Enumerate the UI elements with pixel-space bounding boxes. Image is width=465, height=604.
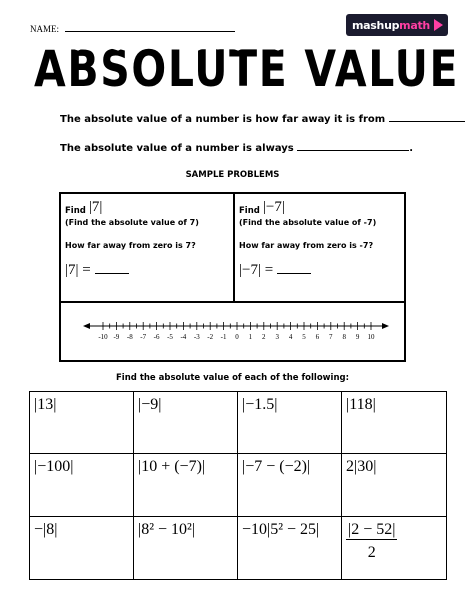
number-line-label: 9	[355, 333, 360, 341]
question-text: How far away from zero is -7?	[239, 241, 374, 250]
play-icon	[434, 19, 443, 31]
sample-problems-box	[59, 192, 406, 362]
sample-problems-heading: SAMPLE PROBLEMS	[185, 170, 280, 180]
answer-expression: |−7| =	[239, 262, 274, 278]
answer-blank[interactable]	[95, 265, 129, 274]
name-blank[interactable]	[65, 24, 235, 32]
fraction-numerator: |2 − 52|	[348, 520, 396, 538]
definition-line-2	[60, 142, 413, 154]
name-row	[30, 24, 235, 34]
fraction-denominator: 2	[367, 543, 376, 561]
answer-row	[65, 262, 229, 279]
find-expression: |−7|	[262, 199, 285, 215]
number-line-label: 3	[275, 333, 279, 341]
exercise-cell[interactable]: |10 + (−7)|	[134, 454, 238, 516]
number-line-label: -5	[167, 333, 173, 341]
exercises-heading: Find the absolute value of each of the following:	[116, 373, 349, 383]
number-line-label: -8	[126, 333, 133, 341]
question-text: How far away from zero is 7?	[65, 241, 196, 250]
exercise-cell[interactable]: |118|	[342, 392, 446, 454]
exercise-cell[interactable]: |−9|	[134, 392, 238, 454]
arrow-right-icon	[382, 323, 389, 329]
page-title: ABSOLUTE VALUE	[34, 40, 460, 98]
number-line-label: -1	[220, 333, 227, 341]
definition-2-text: The absolute value of a number is always	[60, 143, 294, 154]
number-line-label: 6	[315, 333, 320, 341]
sample-right	[235, 194, 404, 301]
number-line-label: -4	[180, 333, 187, 341]
number-line-label: 7	[329, 333, 333, 341]
number-line-label: 4	[288, 333, 293, 341]
answer-expression: |7| =	[65, 262, 91, 278]
exercise-cell[interactable]: |8² − 10²|	[134, 517, 238, 579]
number-line-label: 10	[367, 333, 375, 341]
exercise-cell-fraction[interactable]	[342, 517, 446, 579]
answer-row	[239, 262, 400, 279]
number-line-label: 0	[235, 333, 239, 341]
exercise-cell[interactable]: −10|5² − 25|	[238, 517, 342, 579]
title-wrap	[34, 38, 460, 100]
number-line-label: -7	[140, 333, 147, 341]
number-line-label: 5	[302, 333, 306, 341]
definition-2-blank[interactable]	[297, 142, 409, 151]
definition-1-text: The absolute value of a number is how far away it is from	[60, 114, 386, 125]
mashup-math-logo	[346, 14, 448, 36]
definition-1-blank[interactable]	[389, 113, 465, 122]
logo-prefix: mashup	[352, 18, 400, 32]
exercise-cell[interactable]: |−1.5|	[238, 392, 342, 454]
number-line-label: -2	[207, 333, 214, 341]
number-line-label: 1	[248, 333, 253, 341]
find-expression: |7|	[88, 199, 103, 215]
answer-blank[interactable]	[277, 265, 311, 274]
number-line-label: -6	[153, 333, 160, 341]
snow-cap-decoration	[34, 44, 434, 58]
exercise-cell[interactable]: 2|30|	[342, 454, 446, 516]
logo-suffix: math	[399, 18, 430, 32]
number-line-label: 8	[342, 333, 346, 341]
number-line	[81, 312, 391, 352]
number-line-label: 2	[262, 333, 266, 341]
exercise-grid	[29, 391, 447, 580]
definition-line-1	[60, 113, 465, 125]
find-label: Find	[239, 206, 260, 216]
exercise-cell[interactable]: |−7 − (−2)|	[238, 454, 342, 516]
number-line-label: -3	[193, 333, 200, 341]
exercise-cell[interactable]: |13|	[30, 392, 134, 454]
number-line-label: -10	[98, 333, 108, 341]
exercise-cell[interactable]: −|8|	[30, 517, 134, 579]
number-line-label: -9	[113, 333, 120, 341]
hint-text: (Find the absolute value of -7)	[239, 218, 377, 227]
fraction	[346, 521, 397, 562]
sample-left	[61, 194, 233, 301]
hint-text: (Find the absolute value of 7)	[65, 218, 199, 227]
exercise-cell[interactable]: |−100|	[30, 454, 134, 516]
arrow-left-icon	[83, 323, 90, 329]
find-row	[65, 199, 229, 216]
find-label: Find	[65, 206, 86, 216]
logo-text	[352, 19, 430, 32]
definition-2-end: .	[409, 143, 414, 154]
name-label: NAME:	[30, 24, 59, 34]
divider-horizontal	[61, 301, 404, 303]
find-row	[239, 199, 400, 216]
